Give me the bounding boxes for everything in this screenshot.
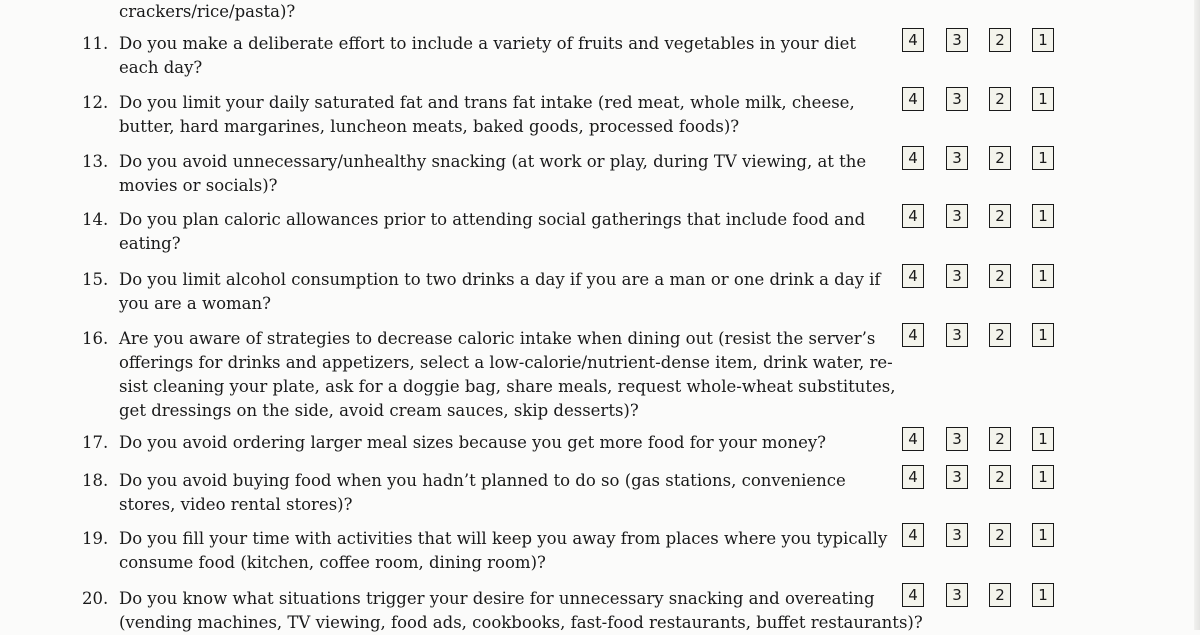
rating-box-3[interactable]: 3 [946,323,968,347]
question-text: Do you limit your daily saturated fat and trans fat intake (red meat, whole milk, cheese, [119,93,855,112]
question-text: you are a woman? [119,294,271,313]
question-text: stores, video rental stores)? [119,495,353,514]
rating-box-3[interactable]: 3 [946,146,968,170]
rating-box-1[interactable]: 1 [1032,465,1054,489]
rating-box-2[interactable]: 2 [989,146,1011,170]
question-number: 14. [82,210,109,229]
question-text: Are you aware of strategies to decrease caloric intake when dining out (resist the server’s [119,329,876,348]
rating-box-3[interactable]: 3 [946,523,968,547]
question-text: offerings for drinks and appetizers, select a low-calorie/nutrient-dense item, drink water, re- [119,353,893,372]
rating-box-4[interactable]: 4 [902,523,924,547]
rating-box-1[interactable]: 1 [1032,204,1054,228]
question-number: 20. [82,589,109,608]
question-text: eating? [119,234,181,253]
rating-box-2[interactable]: 2 [989,264,1011,288]
question-text: Do you limit alcohol consumption to two drinks a day if you are a man or one drink a day if [119,270,881,289]
rating-box-1[interactable]: 1 [1032,583,1054,607]
rating-box-3[interactable]: 3 [946,427,968,451]
question-text: get dressings on the side, avoid cream sauces, skip desserts)? [119,401,639,420]
rating-box-4[interactable]: 4 [902,465,924,489]
rating-box-4[interactable]: 4 [902,264,924,288]
question-number: 15. [82,270,109,289]
rating-box-2[interactable]: 2 [989,204,1011,228]
rating-box-2[interactable]: 2 [989,28,1011,52]
question-text: butter, hard margarines, luncheon meats, baked goods, processed foods)? [119,117,740,136]
question-text: each day? [119,58,203,77]
rating-box-1[interactable]: 1 [1032,146,1054,170]
rating-box-4[interactable]: 4 [902,146,924,170]
question-number: 11. [82,34,109,53]
continued-line: crackers/rice/pasta)? [119,2,296,21]
question-text: Do you plan caloric allowances prior to attending social gatherings that include food and [119,210,866,229]
rating-box-1[interactable]: 1 [1032,323,1054,347]
rating-box-2[interactable]: 2 [989,427,1011,451]
rating-box-1[interactable]: 1 [1032,427,1054,451]
question-text: Do you know what situations trigger your desire for unnecessary snacking and overeating [119,589,875,608]
rating-box-4[interactable]: 4 [902,427,924,451]
question-number: 18. [82,471,109,490]
rating-box-3[interactable]: 3 [946,87,968,111]
rating-box-4[interactable]: 4 [902,583,924,607]
question-number: 17. [82,433,109,452]
rating-box-2[interactable]: 2 [989,323,1011,347]
rating-box-3[interactable]: 3 [946,28,968,52]
rating-box-3[interactable]: 3 [946,264,968,288]
question-text: (vending machines, TV viewing, food ads, cookbooks, fast-food restaurants, buffet restaurants)? [119,613,923,632]
question-text: consume food (kitchen, coffee room, dining room)? [119,553,546,572]
rating-box-3[interactable]: 3 [946,465,968,489]
rating-box-1[interactable]: 1 [1032,87,1054,111]
question-number: 16. [82,329,109,348]
page-edge [1194,0,1200,630]
rating-box-3[interactable]: 3 [946,583,968,607]
question-text: sist cleaning your plate, ask for a doggie bag, share meals, request whole-wheat substitutes, [119,377,896,396]
rating-box-1[interactable]: 1 [1032,28,1054,52]
question-text: Do you fill your time with activities that will keep you away from places where you typically [119,529,888,548]
question-text: movies or socials)? [119,176,278,195]
rating-box-4[interactable]: 4 [902,323,924,347]
question-number: 12. [82,93,109,112]
question-text: Do you avoid unnecessary/unhealthy snacking (at work or play, during TV viewing, at the [119,152,867,171]
rating-box-3[interactable]: 3 [946,204,968,228]
rating-box-2[interactable]: 2 [989,465,1011,489]
question-text: Do you make a deliberate effort to include a variety of fruits and vegetables in your diet [119,34,857,53]
rating-box-4[interactable]: 4 [902,28,924,52]
rating-box-2[interactable]: 2 [989,583,1011,607]
rating-box-2[interactable]: 2 [989,87,1011,111]
question-number: 13. [82,152,109,171]
rating-box-1[interactable]: 1 [1032,523,1054,547]
rating-box-2[interactable]: 2 [989,523,1011,547]
rating-box-4[interactable]: 4 [902,204,924,228]
rating-box-1[interactable]: 1 [1032,264,1054,288]
question-number: 19. [82,529,109,548]
rating-box-4[interactable]: 4 [902,87,924,111]
question-text: Do you avoid buying food when you hadn’t planned to do so (gas stations, convenience [119,471,846,490]
question-text: Do you avoid ordering larger meal sizes because you get more food for your money? [119,433,827,452]
